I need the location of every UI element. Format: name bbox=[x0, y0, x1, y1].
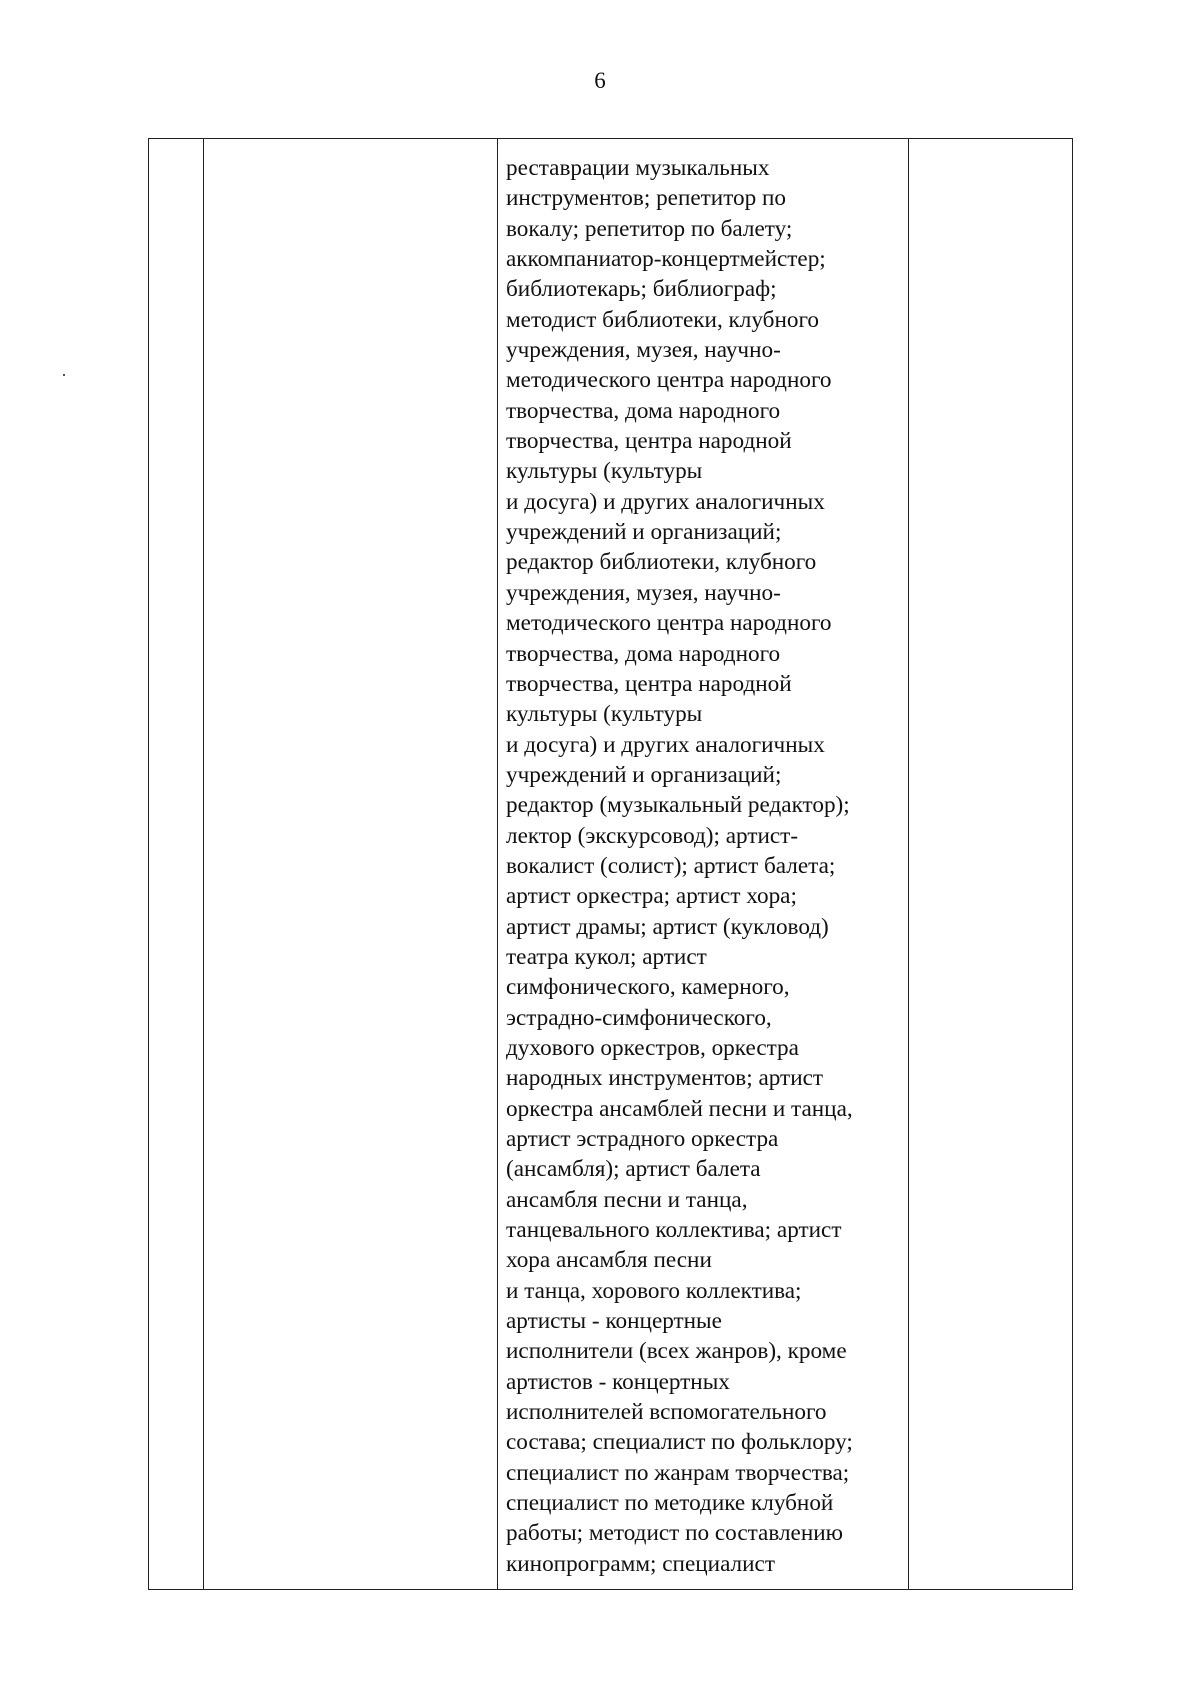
text-line: исполнителей вспомогательного bbox=[506, 1399, 827, 1426]
table-cell-notes bbox=[909, 139, 1073, 1590]
text-line: артист оркестра; артист хора; bbox=[506, 883, 797, 910]
text-line: ансамбля песни и танца, bbox=[506, 1186, 748, 1213]
text-line: аккомпаниатор-концертмейстер; bbox=[506, 246, 826, 273]
text-line: исполнители (всех жанров), кроме bbox=[506, 1338, 847, 1365]
text-line: культуры (культуры bbox=[506, 701, 703, 728]
table-row bbox=[149, 139, 1073, 1590]
text-line: народных инструментов; артист bbox=[506, 1065, 824, 1092]
text-line: учреждения, музея, научно- bbox=[506, 337, 781, 364]
positions-text bbox=[498, 139, 908, 1579]
text-line: и досуга) и других аналогичных bbox=[506, 731, 825, 758]
table-cell-name bbox=[204, 139, 498, 1590]
text-line: творчества, центра народной bbox=[506, 428, 792, 455]
text-line: учреждений и организаций; bbox=[506, 761, 782, 788]
text-line: методического центра народного bbox=[506, 367, 832, 394]
scan-speck bbox=[63, 374, 65, 376]
text-line: артистов - концертных bbox=[506, 1368, 730, 1395]
text-line: культуры (культуры bbox=[506, 458, 703, 485]
text-line: кинопрограмм; специалист bbox=[506, 1550, 775, 1577]
text-line: инструментов; репетитор по bbox=[506, 185, 787, 212]
text-line: лектор (экскурсовод); артист- bbox=[506, 822, 799, 849]
document-table bbox=[148, 138, 1073, 1590]
text-line: вокалист (солист); артист балета; bbox=[506, 852, 836, 879]
text-line: библиотекарь; библиограф; bbox=[506, 276, 777, 303]
text-line: и танца, хорового коллектива; bbox=[506, 1277, 802, 1304]
text-line: вокалу; репетитор по балету; bbox=[506, 215, 793, 242]
text-line: учреждений и организаций; bbox=[506, 519, 782, 546]
table-cell-positions bbox=[498, 139, 909, 1590]
text-line: (ансамбля); артист балета bbox=[506, 1156, 761, 1183]
text-line: специалист по жанрам творчества; bbox=[506, 1459, 850, 1486]
text-line: хора ансамбля песни bbox=[506, 1247, 712, 1274]
text-line: артисты - концертные bbox=[506, 1308, 722, 1335]
text-line: учреждения, музея, научно- bbox=[506, 579, 781, 606]
text-line: эстрадно-симфонического, bbox=[506, 1004, 772, 1031]
text-line: духового оркестров, оркестра bbox=[506, 1034, 799, 1061]
text-line: реставрации музыкальных bbox=[506, 155, 770, 181]
text-line: танцевального коллектива; артист bbox=[506, 1217, 842, 1244]
text-line: работы; методист по составлению bbox=[506, 1520, 843, 1547]
text-line: специалист по методике клубной bbox=[506, 1490, 834, 1517]
text-line: редактор библиотеки, клубного bbox=[506, 549, 817, 576]
text-line: оркестра ансамблей песни и танца, bbox=[506, 1095, 853, 1122]
text-line: творчества, центра народной bbox=[506, 670, 792, 697]
text-line: редактор (музыкальный редактор); bbox=[506, 792, 850, 819]
text-line: методического центра народного bbox=[506, 610, 832, 637]
text-line: состава; специалист по фольклору; bbox=[506, 1429, 853, 1456]
table-cell-number bbox=[149, 139, 204, 1590]
text-line: артист эстрадного оркестра bbox=[506, 1126, 779, 1152]
text-line: методист библиотеки, клубного bbox=[506, 306, 819, 333]
text-line: и досуга) и других аналогичных bbox=[506, 488, 825, 515]
text-line: артист драмы; артист (кукловод) bbox=[506, 913, 829, 940]
text-line: творчества, дома народного bbox=[506, 397, 781, 424]
text-line: творчества, дома народного bbox=[506, 640, 781, 667]
page-number: 6 bbox=[594, 68, 606, 93]
text-line: театра кукол; артист bbox=[506, 943, 707, 970]
text-line: симфонического, камерного, bbox=[506, 974, 790, 1001]
